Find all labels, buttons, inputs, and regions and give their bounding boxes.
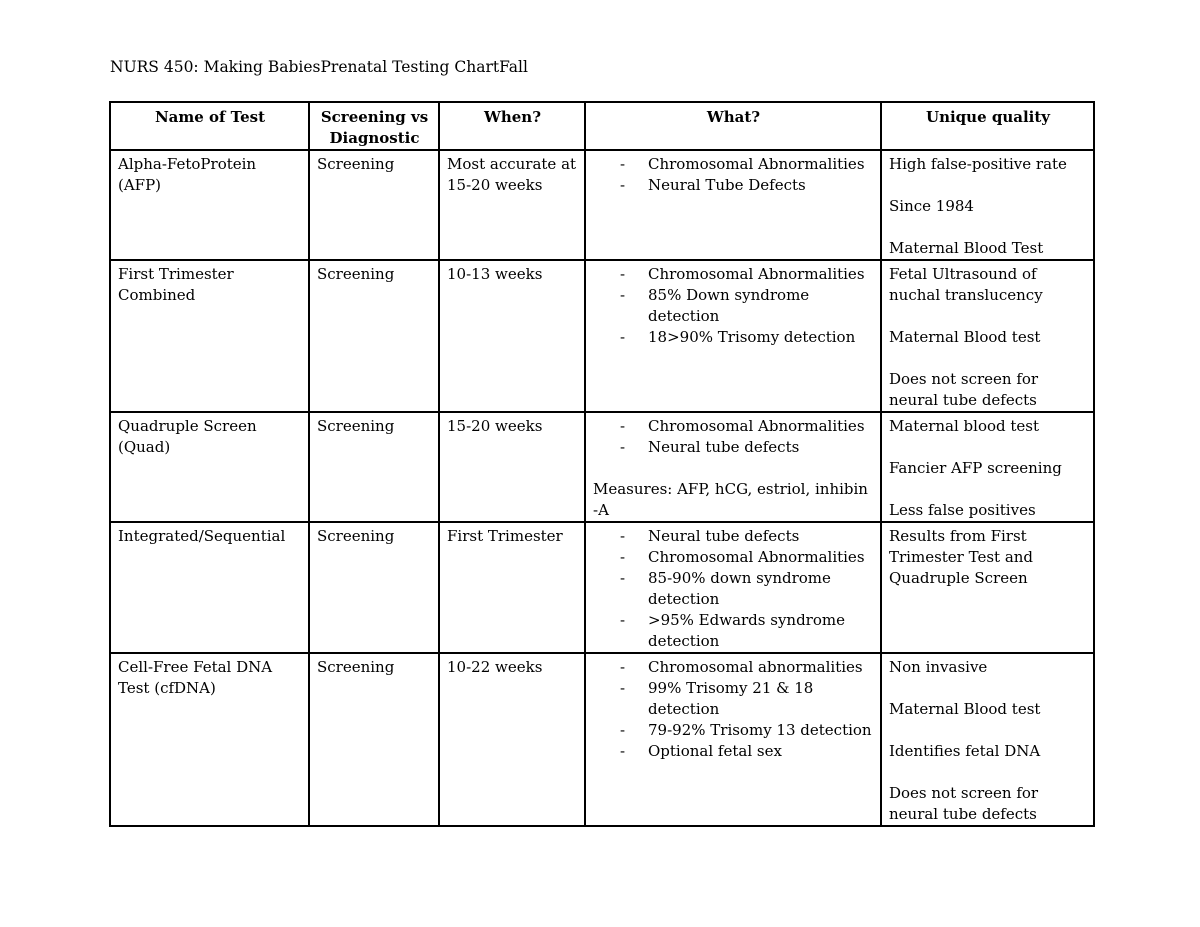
- test-unique-cell: [881, 150, 1094, 260]
- table-row: [110, 260, 1094, 412]
- table-header-row: [110, 102, 1094, 150]
- unique-item: Does not screen for neural tube defects: [889, 370, 1039, 409]
- list-item: - Chromosomal Abnormalities: [593, 264, 874, 285]
- list-item: - Chromosomal abnormalities: [593, 657, 874, 678]
- test-what-cell: [585, 653, 881, 826]
- unique-item: Maternal Blood test: [889, 328, 1041, 346]
- what-list: [593, 416, 874, 458]
- table-row: [110, 412, 1094, 522]
- measures-note: Measures: AFP, hCG, estriol, inhibin -A: [593, 480, 868, 519]
- test-when-cell: Most accurate at 15-20 weeks: [439, 150, 585, 260]
- list-item: - Chromosomal Abnormalities: [593, 154, 874, 175]
- table-row: [110, 653, 1094, 826]
- unique-item: Non invasive: [889, 658, 988, 676]
- list-item: - Neural tube defects: [593, 526, 874, 547]
- test-unique-cell: [881, 260, 1094, 412]
- test-what-cell: [585, 150, 881, 260]
- table-row: [110, 522, 1094, 653]
- test-type-cell: Screening: [309, 150, 439, 260]
- unique-item: Maternal Blood Test: [889, 239, 1044, 257]
- unique-item: Fetal Ultrasound of nuchal translucency: [889, 265, 1043, 304]
- list-item: - >95% Edwards syndrome detection: [593, 610, 874, 652]
- list-item: - 85-90% down syndrome detection: [593, 568, 874, 610]
- test-type-cell: Screening: [309, 522, 439, 653]
- unique-item: Since 1984: [889, 197, 974, 215]
- what-list: [593, 264, 874, 348]
- unique-item: Maternal blood test: [889, 417, 1040, 435]
- unique-item: Does not screen for neural tube defects: [889, 784, 1039, 823]
- test-unique-cell: [881, 412, 1094, 522]
- unique-item: Results from First Trimester Test and Quadruple Screen: [889, 527, 1034, 587]
- test-when-cell: 10-13 weeks: [439, 260, 585, 412]
- table-row: [110, 150, 1094, 260]
- unique-item: High false-positive rate: [889, 155, 1067, 173]
- test-what-cell: [585, 522, 881, 653]
- test-name-cell: Alpha-FetoProtein (AFP): [110, 150, 309, 260]
- list-item: - 18>90% Trisomy detection: [593, 327, 874, 348]
- unique-item: Identifies fetal DNA: [889, 742, 1041, 760]
- list-item: - Chromosomal Abnormalities: [593, 416, 874, 437]
- unique-item: Less false positives: [889, 501, 1036, 519]
- list-item: - 99% Trisomy 21 & 18 detection: [593, 678, 874, 720]
- list-item: - 85% Down syndrome detection: [593, 285, 874, 327]
- test-what-cell: [585, 260, 881, 412]
- test-when-cell: First Trimester: [439, 522, 585, 653]
- prenatal-testing-table: [109, 101, 1095, 827]
- list-item: - Neural tube defects: [593, 437, 874, 458]
- test-name-cell: Integrated/Sequential: [110, 522, 309, 653]
- unique-item: Maternal Blood test: [889, 700, 1041, 718]
- test-what-cell: [585, 412, 881, 522]
- header-name-of-test: Name of Test: [110, 102, 309, 150]
- test-name-cell: Quadruple Screen (Quad): [110, 412, 309, 522]
- list-item: - 79-92% Trisomy 13 detection: [593, 720, 874, 741]
- test-name-cell: First Trimester Combined: [110, 260, 309, 412]
- list-item: - Chromosomal Abnormalities: [593, 547, 874, 568]
- list-item: - Optional fetal sex: [593, 741, 874, 762]
- what-list: [593, 657, 874, 762]
- test-unique-cell: [881, 522, 1094, 653]
- header-screening-vs-diagnostic: Screening vs Diagnostic: [309, 102, 439, 150]
- header-what: What?: [585, 102, 881, 150]
- list-item: - Neural Tube Defects: [593, 175, 874, 196]
- test-type-cell: Screening: [309, 260, 439, 412]
- test-unique-cell: [881, 653, 1094, 826]
- test-type-cell: Screening: [309, 653, 439, 826]
- what-list: [593, 526, 874, 652]
- document-title: NURS 450: Making BabiesPrenatal Testing ChartFall: [110, 58, 528, 76]
- test-when-cell: 15-20 weeks: [439, 412, 585, 522]
- header-unique-quality: Unique quality: [881, 102, 1094, 150]
- what-list: [593, 154, 874, 196]
- test-name-cell: Cell-Free Fetal DNA Test (cfDNA): [110, 653, 309, 826]
- unique-item: Fancier AFP screening: [889, 459, 1062, 477]
- test-type-cell: Screening: [309, 412, 439, 522]
- test-when-cell: 10-22 weeks: [439, 653, 585, 826]
- header-when: When?: [439, 102, 585, 150]
